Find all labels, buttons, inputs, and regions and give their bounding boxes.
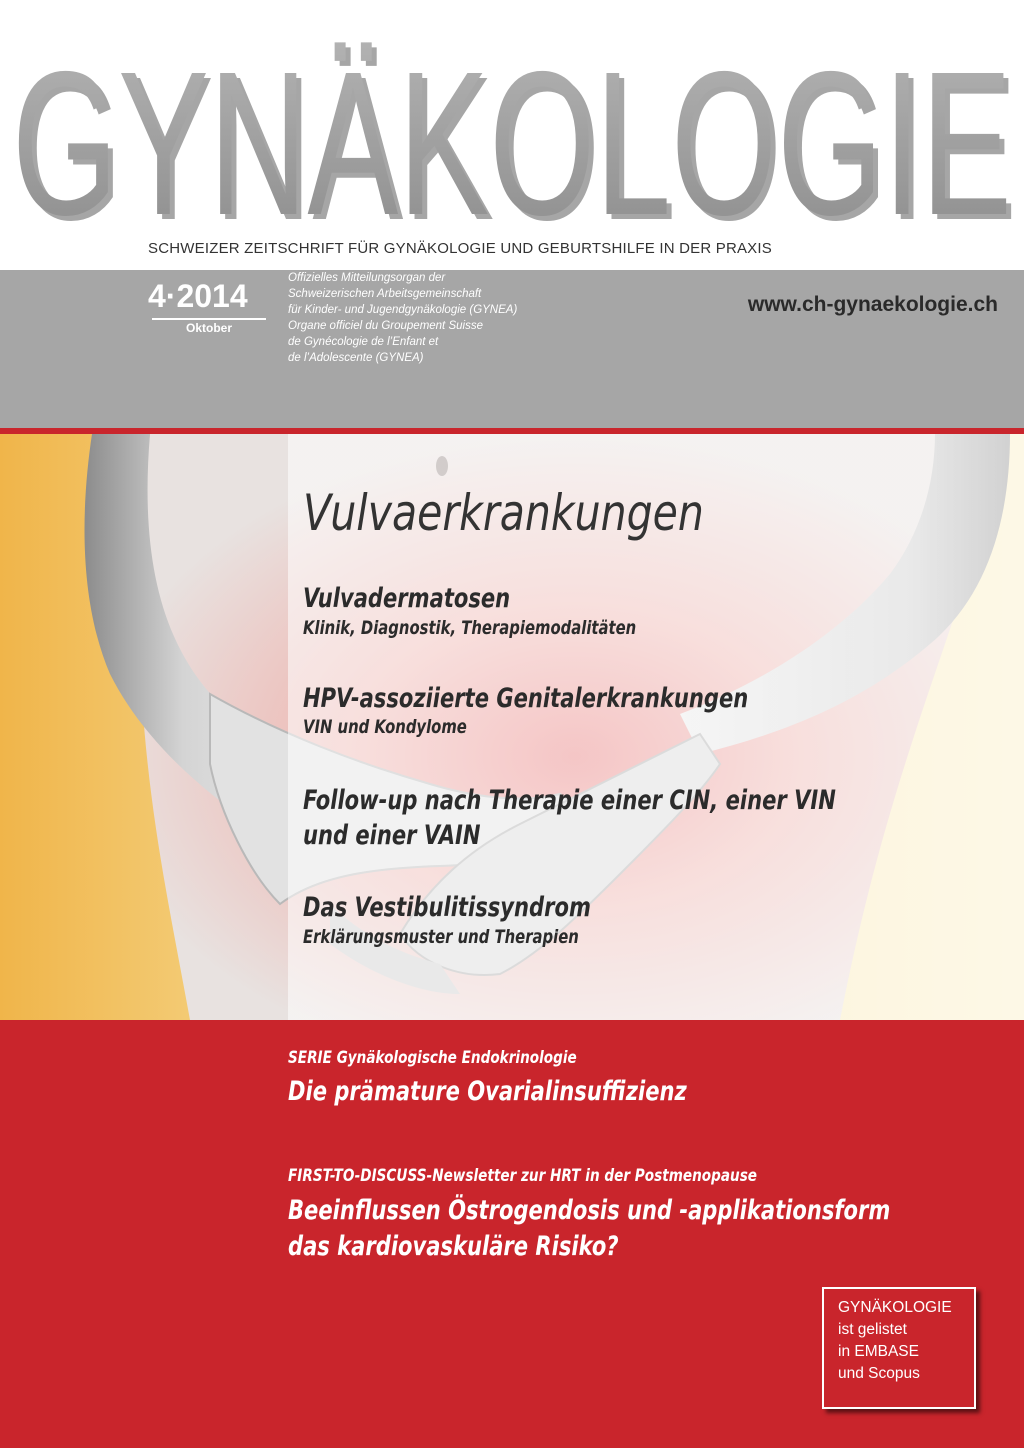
topic-subtitle: VIN und Kondylome — [303, 716, 467, 738]
issue-number: 4·2014 — [148, 278, 248, 314]
masthead-title — [0, 28, 1024, 238]
indexing-badge-line: in EMBASE — [838, 1343, 919, 1360]
topic-subtitle: Erklärungsmuster und Therapien — [303, 926, 579, 948]
indexing-badge-line: ist gelistet — [838, 1321, 907, 1338]
indexing-badge — [822, 1287, 976, 1409]
official-organ-text — [288, 270, 548, 366]
newsletter-label: FIRST-TO-DISCUSS-Newsletter zur HRT in der Postmenopause — [288, 1166, 758, 1186]
topic-title: Vulvadermatosen — [303, 583, 511, 614]
official-organ-line: Schweizerischen Arbeitsgemeinschaft — [288, 288, 482, 300]
newsletter-title: das kardiovaskuläre Risiko? — [288, 1231, 619, 1262]
issue-month: Oktober — [185, 321, 232, 335]
indexing-badge-line: und Scopus — [838, 1365, 920, 1382]
topic-subtitle: Klinik, Diagnostik, Therapiemodalitäten — [303, 617, 637, 639]
official-organ-line: de Gynécologie de l’Enfant et — [288, 336, 439, 348]
series-label: SERIE Gynäkologische Endokrinologie — [288, 1048, 577, 1068]
indexing-badge-line: GYNÄKOLOGIE — [838, 1299, 952, 1316]
masthead-subtitle: SCHWEIZER ZEITSCHRIFT FÜR GYNÄKOLOGIE UND GEBURTSHILFE IN DER PRAXIS — [148, 240, 772, 257]
topic-title: Das Vestibulitissyndrom — [303, 892, 591, 923]
topic-title: HPV-assoziierte Genitalerkrankungen — [303, 683, 749, 714]
official-organ-line: Organe officiel du Groupement Suisse — [288, 320, 483, 332]
svg-text:GYNÄKOLOGIE: GYNÄKOLOGIE — [17, 34, 1018, 238]
official-organ-line: de l’Adolescente (GYNEA) — [288, 352, 424, 364]
website-link[interactable]: www.ch-gynaekologie.ch — [747, 293, 998, 316]
official-organ-line: Offizielles Mitteilungsorgan der — [288, 272, 446, 284]
newsletter-title: Beeinflussen Östrogendosis und -applikationsform — [288, 1195, 891, 1226]
svg-text:GYNÄKOLOGIE: GYNÄKOLOGIE — [12, 29, 1013, 238]
main-headline: Vulvaerkrankungen — [303, 484, 704, 542]
series-title: Die prämature Ovarialinsuffizienz — [288, 1076, 687, 1107]
topic-title: und einer VAIN — [303, 820, 481, 851]
topic-title: Follow-up nach Therapie einer CIN, einer VIN — [303, 785, 836, 816]
issue-divider — [152, 318, 266, 320]
official-organ-line: für Kinder- und Jugendgynäkologie (GYNEA) — [288, 304, 518, 316]
